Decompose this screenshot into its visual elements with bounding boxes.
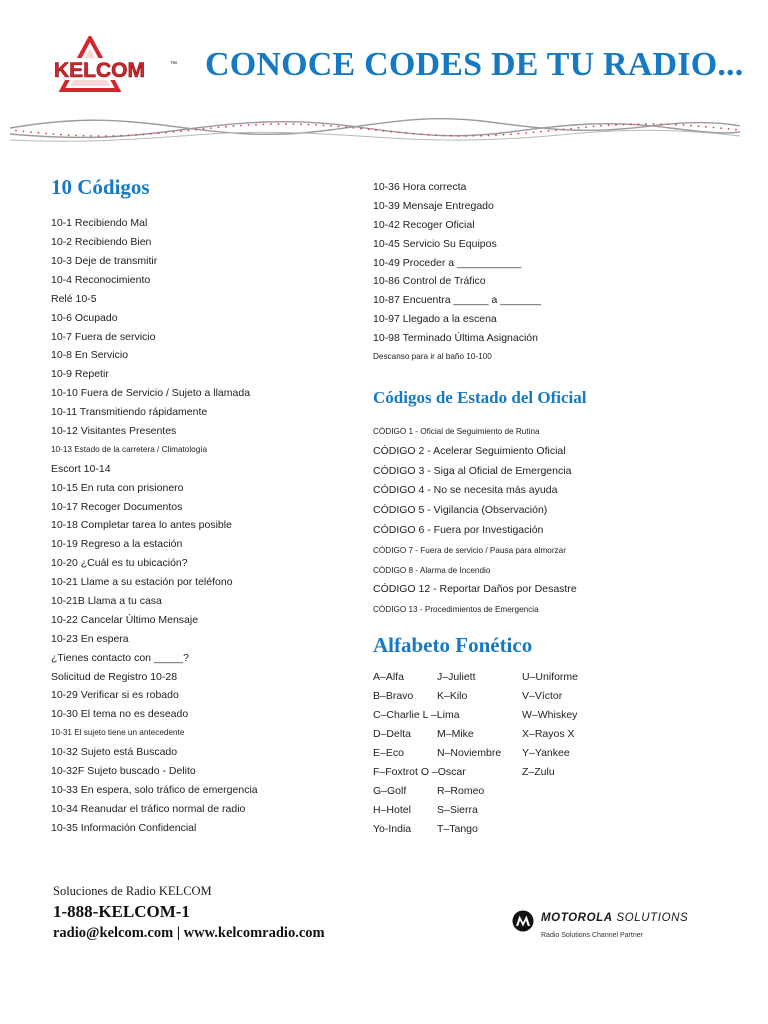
wave-dot xyxy=(578,127,580,129)
list-item: 10-87 Encuentra ______ a _______ xyxy=(373,294,542,307)
wave-dot xyxy=(143,134,145,136)
wave-dot xyxy=(38,132,40,134)
list-item: Solicitud de Registro 10-28 xyxy=(51,670,178,683)
list-item: CÓDIGO 6 - Fuera por Investigación xyxy=(373,523,544,536)
wave-dot xyxy=(503,134,505,136)
wave-dot xyxy=(75,135,77,137)
wave-dot xyxy=(323,125,325,127)
list-item: 10-8 En Servicio xyxy=(51,349,129,362)
list-item: 10-45 Servicio Su Equipos xyxy=(373,237,497,250)
phonetic-letter: A–Alfa xyxy=(373,671,404,683)
wave-dot xyxy=(600,125,602,127)
phonetic-letter xyxy=(437,763,501,782)
wave-dot xyxy=(570,128,572,130)
wave-dot xyxy=(338,126,340,128)
wave-dot xyxy=(630,123,632,125)
wave-dot xyxy=(15,130,17,132)
wave-dot xyxy=(563,128,565,130)
wave-dot xyxy=(420,133,422,135)
wave-dot xyxy=(458,135,460,137)
phonetic-letter: U–Uniforme xyxy=(522,671,579,683)
kelcom-logo-graphic xyxy=(52,36,182,96)
wave-dot xyxy=(158,132,160,134)
wave-dot xyxy=(540,131,542,133)
wave-dot xyxy=(188,130,190,132)
wave-dot xyxy=(383,130,385,132)
company-name: Soluciones de Radio KELCOM xyxy=(53,884,212,898)
phonetic-letter: K–Kilo xyxy=(437,690,468,702)
phonetic-column-2 xyxy=(437,668,501,839)
wave-dot xyxy=(720,127,722,129)
list-item: 10-98 Terminado Última Asignación xyxy=(373,332,538,345)
phonetic-column-3 xyxy=(522,668,578,782)
wave-dot xyxy=(525,132,527,134)
wave-dot xyxy=(428,134,430,136)
phonetic-letter: B–Bravo xyxy=(373,690,414,702)
wave-dot xyxy=(30,131,32,133)
wave-dot xyxy=(270,123,272,125)
wave-dot xyxy=(60,134,62,136)
wave-dot xyxy=(645,123,647,125)
list-item: CÓDIGO 3 - Siga al Oficial de Emergencia xyxy=(373,464,572,477)
list-item: 10-29 Verificar si es robado xyxy=(51,689,179,702)
wave-dot xyxy=(593,126,595,128)
wave-dot xyxy=(705,126,707,128)
list-item: 10-10 Fuera de Servicio / Sujeto a llamada xyxy=(51,387,251,400)
ten-codes-list xyxy=(51,214,351,837)
wave-dot xyxy=(698,125,700,127)
list-item: 10-13 Estado de la carretera / Climatología xyxy=(51,444,208,454)
motorola-brand xyxy=(541,912,688,924)
partner-caption: Radio Solutions Channel Partner xyxy=(541,932,643,939)
list-item: 10-35 Información Confidencial xyxy=(51,821,197,834)
phonetic-letter: W–Whiskey xyxy=(522,709,578,721)
phonetic-letter: J–Juliett xyxy=(437,671,476,683)
list-item: 10-30 El tema no es deseado xyxy=(51,708,189,721)
wave-dot xyxy=(390,131,392,133)
list-item: 10-49 Proceder a ___________ xyxy=(373,256,522,269)
list-item: 10-39 Mensaje Entregado xyxy=(373,199,494,212)
list-item: 10-4 Reconocimiento xyxy=(51,273,151,286)
phonetic-letter: F–Foxtrot O –Oscar xyxy=(373,766,466,778)
decorative-wave xyxy=(10,104,740,154)
list-item: CÓDIGO 7 - Fuera de servicio / Pausa para almorzar xyxy=(373,545,566,555)
list-item: 10-2 Recibiendo Bien xyxy=(51,236,152,249)
list-item: 10-32 Sujeto está Buscado xyxy=(51,746,178,759)
motorola-brand-bold: MOTOROLA xyxy=(541,912,613,924)
wave-dot xyxy=(585,126,587,128)
list-item: 10-1 Recibiendo Mal xyxy=(51,217,148,230)
list-item: 10-20 ¿Cuál es tu ubicación? xyxy=(51,557,188,570)
motorola-brand-rest: SOLUTIONS xyxy=(612,912,689,924)
wave-dot xyxy=(660,123,662,125)
list-item: 10-32F Sujeto buscado - Delito xyxy=(51,765,196,778)
phonetic-letter: C–Charlie L –Lima xyxy=(373,709,460,721)
phonetic-letter: N–Noviembre xyxy=(437,747,502,759)
list-item: 10-15 En ruta con prisionero xyxy=(51,481,184,494)
list-item: CÓDIGO 12 - Reportar Daños por Desastre xyxy=(373,583,577,596)
list-item: 10-31 El sujeto tiene un antecedente xyxy=(51,728,185,738)
wave-dot xyxy=(533,131,535,133)
wave-dot xyxy=(120,135,122,137)
list-item: 10-11 Transmitiendo rápidamente xyxy=(51,406,208,419)
wave-dot xyxy=(173,131,175,133)
phonetic-letter: H–Hotel xyxy=(373,804,411,816)
motorola-batwing-icon xyxy=(512,910,534,932)
page-title: CONOCE CODES DE TU RADIO... xyxy=(205,46,744,83)
wave-dot xyxy=(555,129,557,131)
wave-dot xyxy=(375,129,377,131)
phonetic-letter: E–Eco xyxy=(373,747,404,759)
officer-status-heading: Códigos de Estado del Oficial xyxy=(373,388,587,407)
list-item: 10-34 Reanudar el tráfico normal de radio xyxy=(51,802,246,815)
wave-dot xyxy=(495,134,497,136)
wave-dot xyxy=(203,128,205,130)
wave-dot xyxy=(255,124,257,126)
kelcom-logo xyxy=(52,36,182,96)
list-item: 10-33 En espera, solo tráfico de emergencia xyxy=(51,783,258,796)
wave-dot xyxy=(240,125,242,127)
phonetic-letter: G–Golf xyxy=(373,785,407,797)
list-item: Escort 10-14 xyxy=(51,462,111,475)
ten-codes-heading: 10 Códigos xyxy=(51,175,150,199)
wave-dot xyxy=(233,125,235,127)
contact-footer xyxy=(53,884,325,942)
list-item: 10-97 Llegado a la escena xyxy=(373,313,497,326)
list-item: 10-23 En espera xyxy=(51,632,129,645)
wave-dot xyxy=(510,133,512,135)
list-item: 10-36 Hora correcta xyxy=(373,181,467,193)
wave-dot xyxy=(368,129,370,131)
wave-dot xyxy=(398,132,400,134)
wave-dot xyxy=(150,133,152,135)
list-item: CÓDIGO 5 - Vigilancia (Observación) xyxy=(373,504,548,517)
wave-dot xyxy=(623,124,625,126)
list-item: 10-6 Ocupado xyxy=(51,311,118,324)
wave-dot xyxy=(23,131,25,133)
wave-dot xyxy=(180,130,182,132)
wave-dot xyxy=(608,124,610,126)
wave-dot xyxy=(128,134,130,136)
phonetic-letter: D–Delta xyxy=(373,728,411,740)
list-item: CÓDIGO 13 - Procedimientos de Emergencia xyxy=(373,605,539,615)
list-item: 10-42 Recoger Oficial xyxy=(373,218,475,231)
wave-dot xyxy=(53,133,55,135)
list-item: 10-86 Control de Tráfico xyxy=(373,275,486,288)
wave-dot xyxy=(653,123,655,125)
wave-dot xyxy=(285,123,287,125)
wave-dot xyxy=(473,135,475,137)
wave-dot xyxy=(90,135,92,137)
svg-text:™: ™ xyxy=(170,61,177,68)
wave-dot xyxy=(45,133,47,135)
list-item: Relé 10-5 xyxy=(51,292,97,305)
phonetic-alphabet-heading: Alfabeto Fonético xyxy=(373,633,533,657)
phonetic-letter: T–Tango xyxy=(437,823,478,835)
phone-number: 1-888-KELCOM-1 xyxy=(53,902,190,921)
phonetic-letter: S–Sierra xyxy=(437,804,478,816)
phonetic-letter: V–Víctor xyxy=(522,690,563,702)
wave-dot xyxy=(360,128,362,130)
list-item: 10-7 Fuera de servicio xyxy=(51,330,156,343)
phonetic-letter: Yo-India xyxy=(373,823,412,835)
wave-dot xyxy=(413,133,415,135)
wave-dot xyxy=(488,135,490,137)
wave-dot xyxy=(480,135,482,137)
wave-dot xyxy=(435,134,437,136)
wave-dot xyxy=(465,135,467,137)
wave-dot xyxy=(263,123,265,125)
list-item: 10-3 Deje de transmitir xyxy=(51,254,158,267)
wave-dot xyxy=(683,124,685,126)
phonetic-letter: Z–Zulu xyxy=(522,766,555,778)
phonetic-letter: M–Mike xyxy=(437,728,474,740)
wave-dot xyxy=(345,126,347,128)
phonetic-letter: R–Romeo xyxy=(437,785,485,797)
wave-dot xyxy=(450,135,452,137)
wave-dot xyxy=(735,129,737,131)
wave-dot xyxy=(713,127,715,129)
wave-dot xyxy=(638,123,640,125)
list-item: 10-21 Llame a su estación por teléfono xyxy=(51,576,233,589)
list-item: CÓDIGO 2 - Acelerar Seguimiento Oficial xyxy=(373,444,566,457)
wave-dot xyxy=(218,127,220,129)
logo-text: KELCOM xyxy=(54,59,145,82)
wave-dot xyxy=(225,126,227,128)
wave-dot xyxy=(165,132,167,134)
wave-dot xyxy=(353,127,355,129)
list-item: 10-22 Cancelar Último Mensaje xyxy=(51,613,199,626)
ten-codes-section xyxy=(51,175,351,838)
wave-dot xyxy=(405,132,407,134)
wave-dot xyxy=(195,129,197,131)
wave-dot xyxy=(330,125,332,127)
phonetic-letter: X–Rayos X xyxy=(522,728,575,740)
wave-dot xyxy=(690,125,692,127)
wave-dot xyxy=(68,134,70,136)
wave-dot xyxy=(518,133,520,135)
phonetic-letter: Y–Yankee xyxy=(522,747,570,759)
wave-dot xyxy=(728,128,730,130)
list-item: CÓDIGO 4 - No se necesita más ayuda xyxy=(373,484,558,497)
list-item: CÓDIGO 8 - Alarma de Incendio xyxy=(373,565,491,575)
wave-dot xyxy=(83,135,85,137)
wave-dot xyxy=(248,124,250,126)
list-item: Descanso para ir al baño 10-100 xyxy=(373,352,492,362)
officer-status-list xyxy=(373,422,753,620)
wave-dot xyxy=(675,124,677,126)
wave-dot xyxy=(293,123,295,125)
list-item: CÓDIGO 1 - Oficial de Seguimiento de Rutina xyxy=(373,427,540,436)
wave-dot xyxy=(668,124,670,126)
phonetic-letter xyxy=(437,706,501,725)
motorola-partner-logo xyxy=(512,908,732,948)
list-item: 10-17 Recoger Documentos xyxy=(51,500,183,513)
wave-dot xyxy=(278,123,280,125)
wave-dot xyxy=(548,130,550,132)
wave-dot xyxy=(315,124,317,126)
email-website: radio@kelcom.com | www.kelcomradio.com xyxy=(53,925,325,941)
wave-dot xyxy=(615,124,617,126)
list-item: 10-19 Regreso a la estación xyxy=(51,538,183,551)
list-item: 10-21B Llama a tu casa xyxy=(51,595,162,607)
list-item: ¿Tienes contacto con _____? xyxy=(51,651,189,664)
wave-dot xyxy=(135,134,137,136)
wave-dot xyxy=(300,123,302,125)
wave-dot xyxy=(210,127,212,129)
wave-dot xyxy=(443,135,445,137)
wave-dot xyxy=(308,124,310,126)
list-item: 10-12 Visitantes Presentes xyxy=(51,424,177,437)
wave-dot xyxy=(98,135,100,137)
wave-dot xyxy=(105,135,107,137)
list-item: 10-18 Completar tarea lo antes posible xyxy=(51,519,232,532)
ten-codes-list-continued xyxy=(373,178,753,367)
wave-dot xyxy=(113,135,115,137)
ten-codes-continued xyxy=(373,178,753,367)
list-item: 10-9 Repetir xyxy=(51,368,109,381)
